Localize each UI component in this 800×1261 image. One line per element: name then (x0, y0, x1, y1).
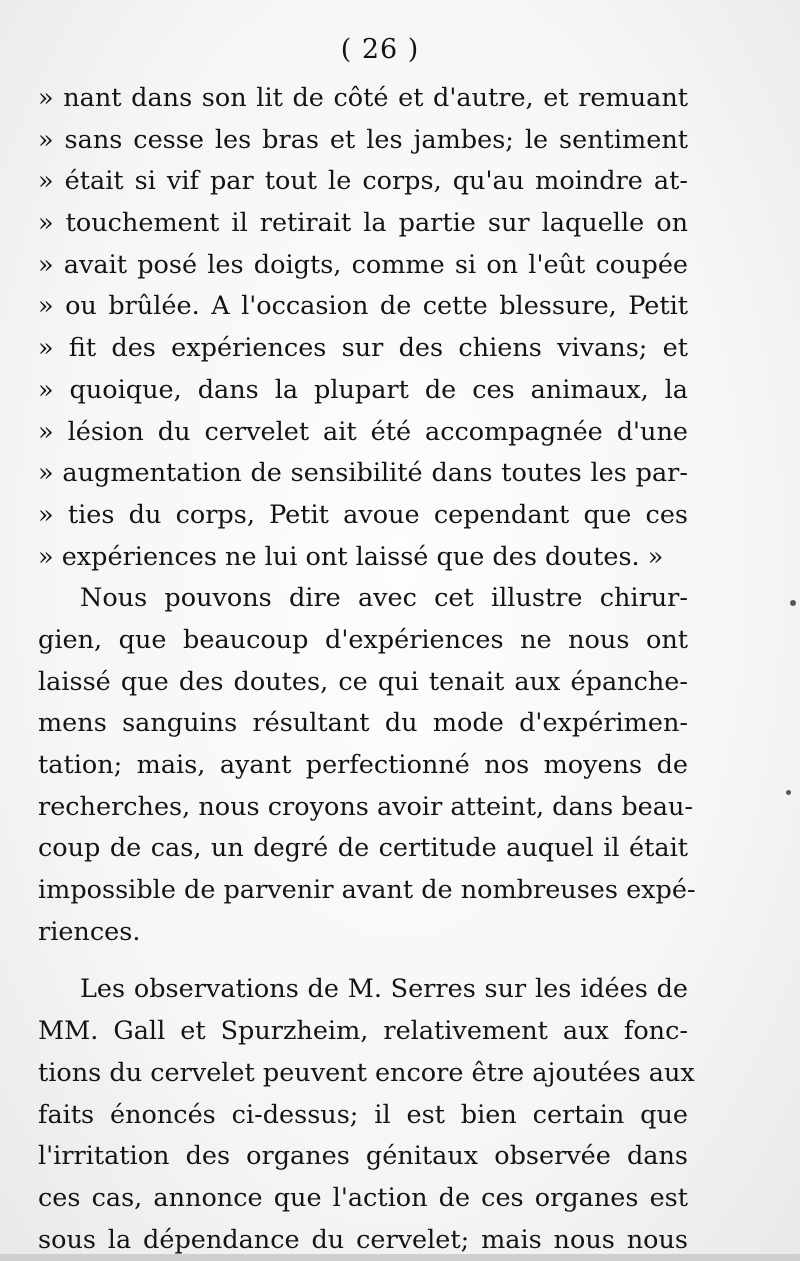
text-line: » touchement il retirait la partie sur laquelle on (38, 208, 688, 239)
text-line: » nant dans son lit de côté et d'autre, et remuant (38, 83, 688, 113)
text-line: » ties du corps, Petit avoue cependant que ces (38, 499, 688, 530)
body-text (38, 78, 696, 1261)
text-line: » lésion du cervelet ait été accompagnée d'une (38, 416, 688, 447)
margin-speck (786, 790, 791, 795)
text-line: MM. Gall et Spurzheim, relativement aux fonc- (38, 1016, 688, 1047)
text-line: tions du cervelet peuvent encore être ajoutées aux (38, 1057, 695, 1088)
text-line: Les observations de M. Serres sur les idées de (80, 974, 688, 1005)
text-line: » fit des expériences sur des chiens vivans; et (38, 333, 688, 364)
text-line: riences. (38, 916, 141, 947)
margin-speck (790, 600, 796, 606)
text-line: sous la dépendance du cervelet; mais nous nous (38, 1224, 688, 1255)
text-line: recherches, nous croyons avoir atteint, dans beau- (38, 791, 693, 822)
text-line: Nous pouvons dire avec cet illustre chirur- (80, 583, 688, 614)
page-number: ( 26 ) (340, 34, 420, 65)
text-line: mens sanguins résultant du mode d'expérimen- (38, 708, 688, 739)
text-line: » avait posé les doigts, comme si on l'eût coupée (38, 249, 688, 280)
text-line: » quoique, dans la plupart de ces animaux, la (38, 374, 688, 405)
text-line: » était si vif par tout le corps, qu'au moindre at- (38, 166, 688, 197)
text-line: ces cas, annonce que l'action de ces organes est (38, 1182, 688, 1213)
text-line: impossible de parvenir avant de nombreuses expé- (38, 875, 696, 906)
text-line: coup de cas, un degré de certitude auquel il était (38, 833, 688, 864)
text-line: » expériences ne lui ont laissé que des doutes. » (38, 541, 664, 572)
text-line: » sans cesse les bras et les jambes; le sentiment (38, 124, 688, 155)
text-line: l'irritation des organes génitaux observée dans (38, 1141, 688, 1172)
text-line: » ou brûlée. A l'occasion de cette blessure, Petit (38, 291, 688, 322)
text-line: faits énoncés ci-dessus; il est bien certain que (38, 1099, 688, 1130)
text-line: laissé que des doutes, ce qui tenait aux épanche- (38, 666, 688, 697)
text-line: tation; mais, ayant perfectionné nos moyens de (38, 750, 688, 780)
text-line: » augmentation de sensibilité dans toutes les par- (38, 458, 688, 489)
text-line: gien, que beaucoup d'expériences ne nous ont (38, 624, 688, 655)
